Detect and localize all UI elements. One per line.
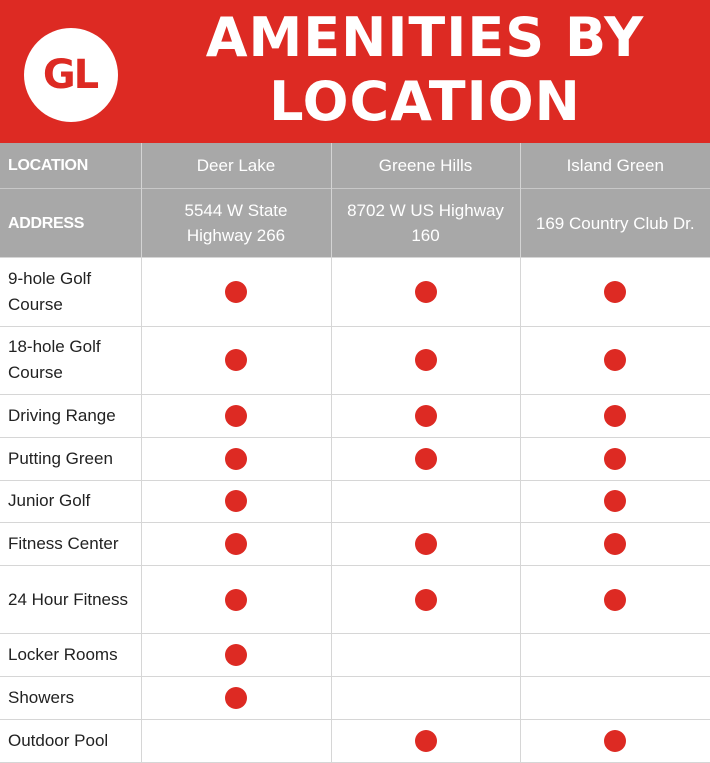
amenity-name: Outdoor Pool xyxy=(0,720,141,763)
availability-cell xyxy=(520,720,710,763)
amenity-name: Fitness Center xyxy=(0,523,141,566)
title-line-2: LOCATION xyxy=(269,70,581,133)
availability-cell xyxy=(331,394,520,437)
location-address: 169 Country Club Dr. xyxy=(520,188,710,257)
availability-cell xyxy=(520,480,710,523)
page-title xyxy=(140,6,710,134)
availability-cell xyxy=(331,326,520,394)
available-dot-icon xyxy=(225,448,247,470)
location-header-row xyxy=(0,143,710,188)
amenity-row xyxy=(0,523,710,566)
available-dot-icon xyxy=(604,533,626,555)
available-dot-icon xyxy=(604,589,626,611)
available-dot-icon xyxy=(225,533,247,555)
amenities-table xyxy=(0,143,710,763)
availability-cell xyxy=(141,634,331,677)
available-dot-icon xyxy=(225,349,247,371)
available-dot-icon xyxy=(415,533,437,555)
availability-cell xyxy=(141,326,331,394)
available-dot-icon xyxy=(225,644,247,666)
availability-cell xyxy=(141,566,331,634)
amenity-name: Putting Green xyxy=(0,437,141,480)
amenity-row xyxy=(0,258,710,326)
availability-cell xyxy=(331,523,520,566)
location-name: Deer Lake xyxy=(141,143,331,188)
availability-cell xyxy=(520,634,710,677)
availability-cell xyxy=(331,634,520,677)
availability-cell xyxy=(520,523,710,566)
amenity-row xyxy=(0,720,710,763)
amenity-name: Junior Golf xyxy=(0,480,141,523)
location-name: Greene Hills xyxy=(331,143,520,188)
availability-cell xyxy=(520,566,710,634)
availability-cell xyxy=(331,480,520,523)
amenity-row xyxy=(0,326,710,394)
available-dot-icon xyxy=(415,405,437,427)
location-label: LOCATION xyxy=(0,143,141,188)
available-dot-icon xyxy=(415,448,437,470)
title-line-1: AMENITIES BY xyxy=(205,6,645,69)
available-dot-icon xyxy=(604,448,626,470)
amenity-name: 24 Hour Fitness xyxy=(0,566,141,634)
address-label: ADDRESS xyxy=(0,188,141,257)
available-dot-icon xyxy=(604,730,626,752)
available-dot-icon xyxy=(604,490,626,512)
location-address: 8702 W US Highway 160 xyxy=(331,188,520,257)
amenity-row xyxy=(0,566,710,634)
availability-cell xyxy=(331,258,520,326)
amenity-name: Showers xyxy=(0,677,141,720)
amenity-row xyxy=(0,437,710,480)
available-dot-icon xyxy=(415,730,437,752)
header-banner xyxy=(0,0,710,143)
availability-cell xyxy=(331,437,520,480)
address-header-row xyxy=(0,188,710,257)
availability-cell xyxy=(520,677,710,720)
available-dot-icon xyxy=(415,349,437,371)
availability-cell xyxy=(141,480,331,523)
amenity-name: Driving Range xyxy=(0,394,141,437)
availability-cell xyxy=(520,326,710,394)
availability-cell xyxy=(520,394,710,437)
amenity-row xyxy=(0,394,710,437)
availability-cell xyxy=(141,677,331,720)
available-dot-icon xyxy=(415,281,437,303)
available-dot-icon xyxy=(225,490,247,512)
amenity-name: 9-hole Golf Course xyxy=(0,258,141,326)
gl-logo xyxy=(24,28,118,122)
availability-cell xyxy=(141,523,331,566)
availability-cell xyxy=(331,566,520,634)
available-dot-icon xyxy=(225,589,247,611)
amenity-name: Locker Rooms xyxy=(0,634,141,677)
available-dot-icon xyxy=(225,281,247,303)
available-dot-icon xyxy=(225,405,247,427)
availability-cell xyxy=(520,437,710,480)
availability-cell xyxy=(331,677,520,720)
available-dot-icon xyxy=(604,349,626,371)
availability-cell xyxy=(331,720,520,763)
availability-cell xyxy=(141,720,331,763)
amenity-rows xyxy=(0,258,710,763)
availability-cell xyxy=(141,437,331,480)
availability-cell xyxy=(141,258,331,326)
available-dot-icon xyxy=(604,281,626,303)
amenity-name: 18-hole Golf Course xyxy=(0,326,141,394)
available-dot-icon xyxy=(225,687,247,709)
amenity-row xyxy=(0,480,710,523)
location-name: Island Green xyxy=(520,143,710,188)
amenity-row xyxy=(0,677,710,720)
location-address: 5544 W State Highway 266 xyxy=(141,188,331,257)
logo-text: GL xyxy=(42,52,98,98)
available-dot-icon xyxy=(604,405,626,427)
availability-cell xyxy=(520,258,710,326)
availability-cell xyxy=(141,394,331,437)
available-dot-icon xyxy=(415,589,437,611)
amenity-row xyxy=(0,634,710,677)
